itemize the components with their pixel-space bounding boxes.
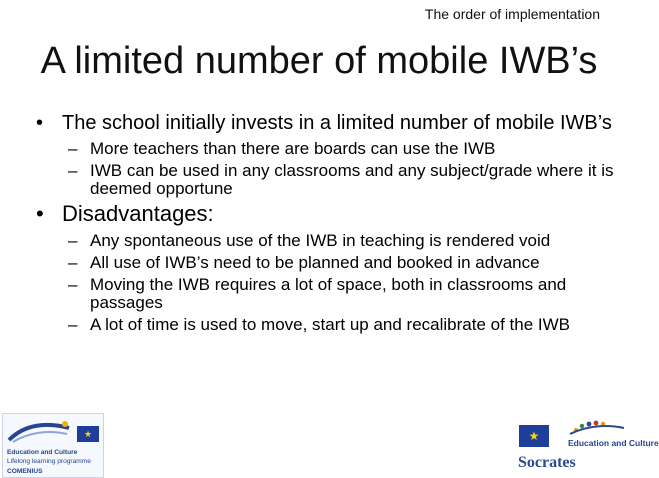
logo-line-1: Education and Culture	[7, 449, 78, 456]
sub-item	[36, 232, 616, 250]
bullet-mark: •	[36, 201, 44, 226]
eu-flag-icon: ★	[519, 425, 549, 447]
sub-item-text: IWB can be used in any classrooms and any subject/grade where it is deemed opportune	[90, 161, 614, 198]
header-note: The order of implementation	[424, 6, 600, 22]
education-culture-logo	[566, 416, 659, 456]
swoosh-icon	[7, 418, 73, 446]
slide-title: A limited number of mobile IWB’s	[40, 40, 598, 82]
sub-bullet-mark: –	[68, 161, 78, 180]
socrates-logo: Socrates	[518, 454, 576, 471]
bullet-section-1	[36, 112, 616, 134]
logo-line-2: Lifelong learning programme	[7, 458, 91, 465]
edu-culture-label: Education and Culture	[568, 438, 659, 448]
sub-item-text: Moving the IWB requires a lot of space, both in classrooms and passages	[90, 275, 567, 312]
sub-item	[36, 254, 616, 272]
sub-bullet-mark: –	[68, 231, 78, 250]
sub-item-text: Any spontaneous use of the IWB in teaching is rendered void	[90, 231, 551, 250]
sub-bullet-mark: –	[68, 139, 78, 158]
sub-list-1	[36, 140, 616, 198]
eu-flag-icon: ★	[77, 426, 99, 442]
sub-item	[36, 140, 616, 158]
sub-item	[36, 316, 616, 334]
dots-icon	[566, 416, 626, 436]
sub-item-text: A lot of time is used to move, start up and recalibrate of the IWB	[90, 315, 571, 334]
sub-item	[36, 162, 616, 198]
lifelong-learning-logo	[2, 413, 104, 478]
sub-item-text: All use of IWB’s need to be planned and booked in advance	[90, 253, 540, 272]
sub-bullet-mark: –	[68, 315, 78, 334]
sub-bullet-mark: –	[68, 253, 78, 272]
bullet-text: Disadvantages:	[62, 201, 214, 226]
sub-list-2	[36, 232, 616, 334]
bullet-mark: •	[36, 112, 44, 134]
bullet-text: The school initially invests in a limited number of mobile IWB’s	[62, 112, 612, 134]
slide-content	[36, 112, 616, 338]
sub-item	[36, 276, 616, 312]
bullet-section-2	[36, 202, 616, 226]
logo-line-3: COMENIUS	[7, 468, 43, 475]
sub-item-text: More teachers than there are boards can use the IWB	[90, 139, 496, 158]
sub-bullet-mark: –	[68, 275, 78, 294]
